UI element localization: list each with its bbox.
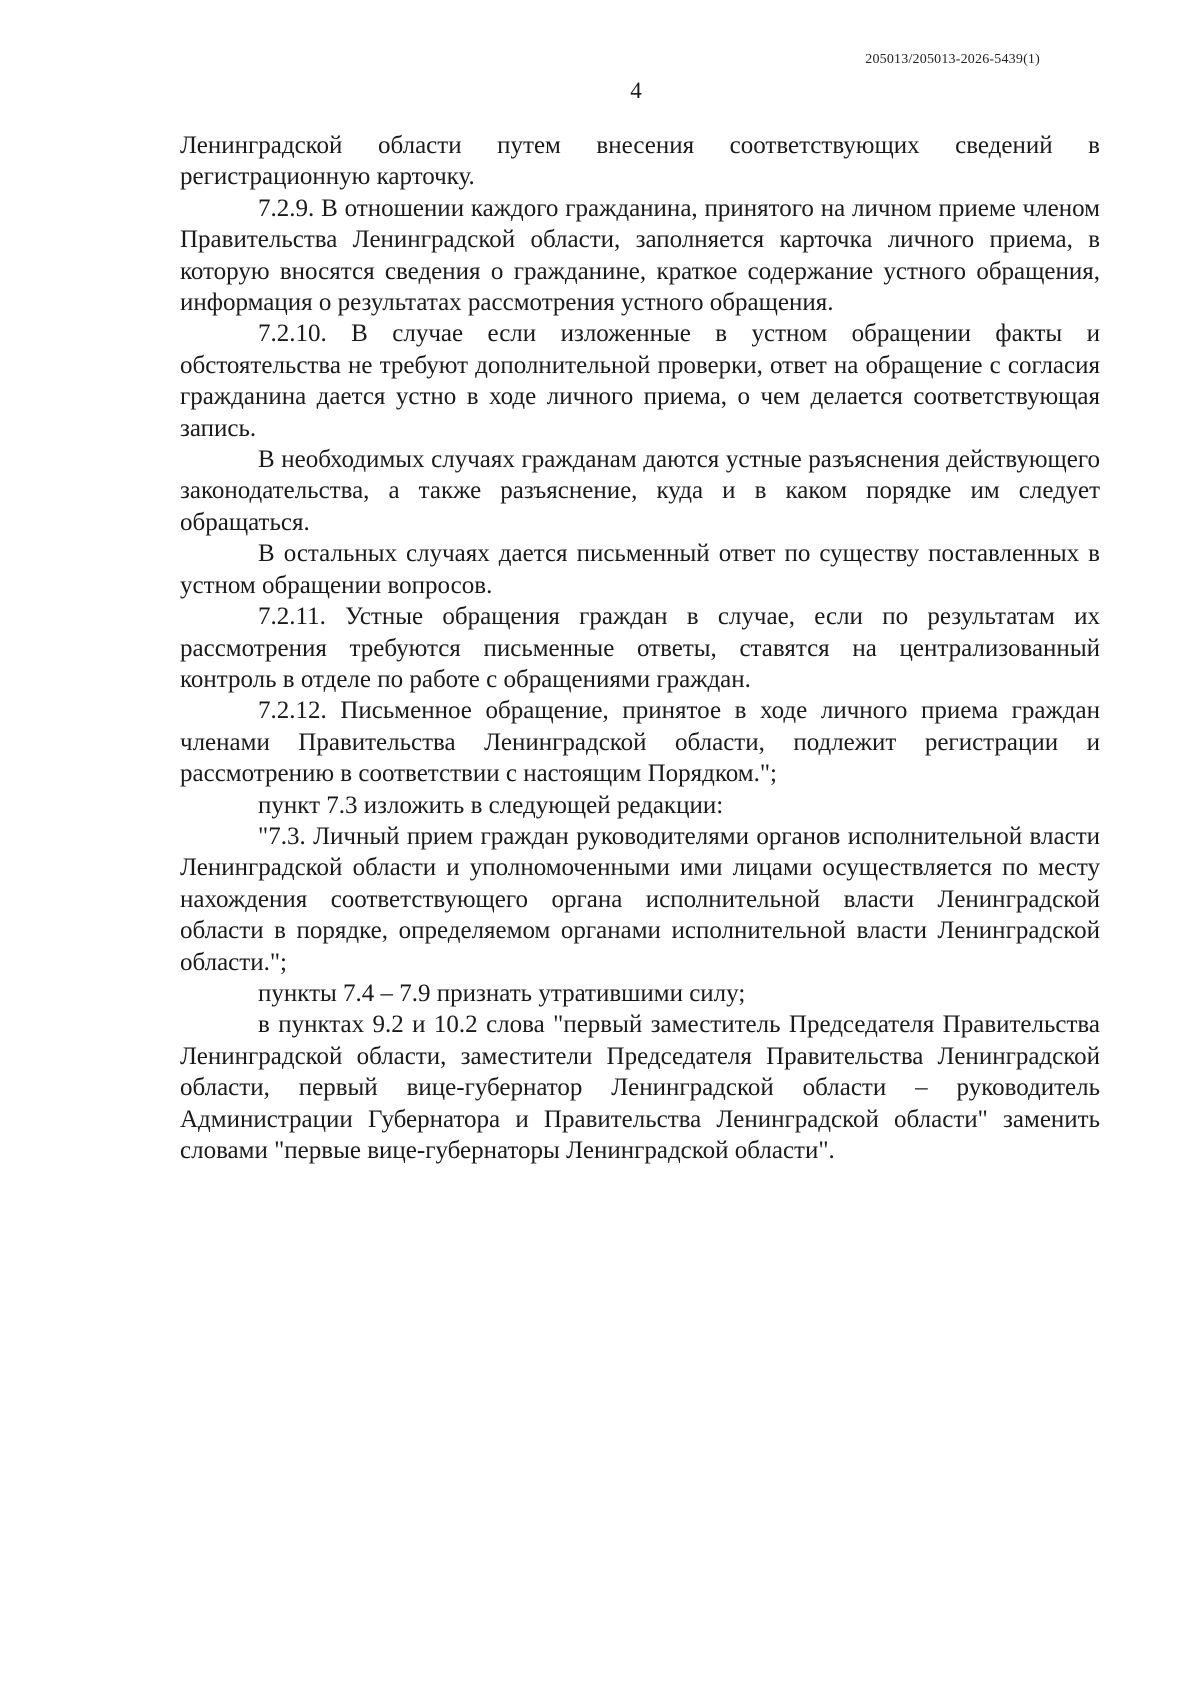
- paragraph: 7.2.11. Устные обращения граждан в случае, если по результатам их рассмотрения требуются письменные ответы, ставятся на централизованный контроль в отделе по работе с обращениями граждан.: [180, 603, 1100, 693]
- paragraph: В необходимых случаях гражданам даются устные разъяснения действующего законодательства, а также разъяснение, куда и в каком порядке им следует обращаться.: [180, 446, 1100, 536]
- paragraph: Ленинградской области путем внесения соответствующих сведений в регистрационную карточку.: [180, 132, 1100, 191]
- paragraph: "7.3. Личный прием граждан руководителями органов исполнительной власти Ленинградской области и уполномоченными ими лицами осуществляется по месту нахождения соответствующего органа исполнительной власти Ленинградской области в порядке, определяемом органами исполнительной власти Ленинградской области.";: [180, 822, 1100, 976]
- document-body: [180, 130, 1100, 1166]
- paragraph: в пунктах 9.2 и 10.2 слова "первый заместитель Председателя Правительства Ленинградской области, заместители Председателя Правительства Ленинградской области, первый вице-губернатор Ленинградской области – руководитель Администрации Губернатора и Правительства Ленинградской области" заменить словами "первые вице-губернаторы Ленинградской области".: [180, 1011, 1100, 1164]
- paragraph: пункты 7.4 – 7.9 признать утратившими силу;: [258, 979, 746, 1007]
- document-id: 205013/205013-2026-5439(1): [865, 52, 1040, 67]
- paragraph: 7.2.10. В случае если изложенные в устном обращении факты и обстоятельства не требуют дополнительной проверки, ответ на обращение с согласия гражданина дается устно в ходе личного приема, о чем делается соответствующая запись.: [180, 320, 1100, 442]
- paragraph: пункт 7.3 изложить в следующей редакции:: [258, 791, 724, 819]
- page-number: 4: [630, 78, 642, 103]
- paragraph: 7.2.9. В отношении каждого гражданина, принятого на личном приеме членом Правительства Ленинградской области, заполняется карточка личного приема, в которую вносятся сведения о гражданине, краткое содержание устного обращения, информация о результатах рассмотрения устного обращения.: [180, 194, 1100, 317]
- paragraph: 7.2.12. Письменное обращение, принятое в ходе личного приема граждан членами Правительства Ленинградской области, подлежит регистрации и рассмотрению в соответствии с настоящим Порядком.";: [180, 697, 1100, 788]
- paragraph: В остальных случаях дается письменный ответ по существу поставленных в устном обращении вопросов.: [180, 540, 1100, 599]
